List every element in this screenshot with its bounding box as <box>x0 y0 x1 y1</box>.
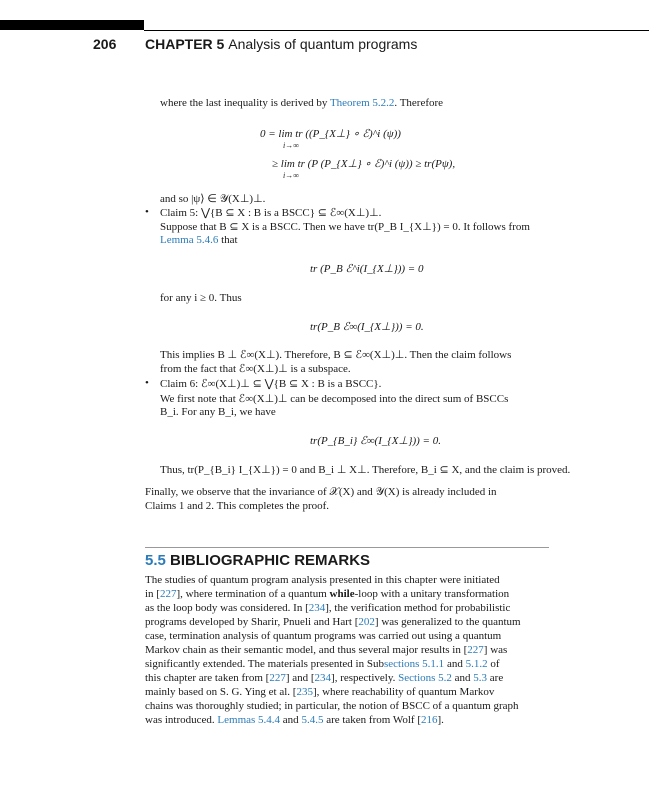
lemma-link[interactable]: 5.4.5 <box>301 714 324 726</box>
remarks-line-5: case, termination analysis of quantum programs was carried out using a quantum <box>145 630 502 642</box>
bullet-claim-6: • <box>145 377 149 389</box>
equation-limit-1: 0 = lim tr ((P_{X⊥} ∘ ℰ)^i (ψ)) <box>260 128 401 140</box>
chapter-heading <box>145 36 417 52</box>
claim-6-equation: tr(P_{B_i} ℰ∞(I_{X⊥})) = 0. <box>310 435 441 447</box>
claim-6-para-1b: B_i. For any B_i, we have <box>160 406 276 418</box>
remarks-line-7: significantly extended. The materials presented in Subsections 5.1.1 and 5.1.2 of <box>145 658 500 670</box>
finally-line-2: Claims 1 and 2. This completes the proof. <box>145 500 330 512</box>
ref-link[interactable]: 235 <box>296 686 313 698</box>
remarks-line-9: mainly based on S. G. Ying et al. [235], where reachability of quantum Markov <box>145 686 495 698</box>
equation-limit-2-sub: i→∞ <box>283 171 299 180</box>
claim-5-para-1b <box>160 234 238 246</box>
running-header <box>0 36 649 56</box>
while-keyword: while <box>329 588 355 600</box>
section-link[interactable]: 5.1.2 <box>465 658 488 670</box>
chapter-title: Analysis of quantum programs <box>228 36 418 52</box>
claim-5-para-2a: This implies B ⊥ ℰ∞(X⊥). Therefore, B ⊆ ℰ∞(X⊥)⊥. Then the claim follows <box>160 349 512 361</box>
claim-5-equation-2: tr(P_B ℰ∞(I_{X⊥})) = 0. <box>310 321 424 333</box>
remarks-line-10: chains was thoroughly studied; in particular, the notion of BSCC of a quantum graph <box>145 700 519 712</box>
remarks-line-2: in [227], where termination of a quantum while-loop with a unitary transformation <box>145 588 510 600</box>
ref-link[interactable]: 227 <box>159 588 177 600</box>
section-link[interactable]: Sections 5.2 <box>398 672 452 684</box>
claim-5-para-2b: from the fact that ℰ∞(X⊥)⊥ is a subspace. <box>160 363 351 375</box>
lemma-link[interactable]: Lemma 5.4.6 <box>160 234 219 246</box>
header-bar <box>0 20 144 30</box>
ref-link[interactable]: 202 <box>358 616 375 628</box>
remarks-line-4: programs developed by Sharir, Pnueli and Hart [202] was generalized to the quantum <box>145 616 521 628</box>
bullet-claim-5: • <box>145 206 149 218</box>
claim-6-para-2: Thus, tr(P_{B_i} I_{X⊥}) = 0 and B_i ⊥ X⊥. Therefore, B_i ⊆ X, and the claim is proved. <box>160 464 571 476</box>
claim-5-that: that <box>218 234 238 246</box>
ref-link[interactable]: 234 <box>314 672 332 684</box>
claim-5-equation-1: tr (P_B ℰ^i(I_{X⊥})) = 0 <box>310 263 424 275</box>
claim-6-para-1a: We first note that ℰ∞(X⊥)⊥ can be decomposed into the direct sum of BSCCs <box>160 393 509 405</box>
ref-link[interactable]: 234 <box>308 602 326 614</box>
proof-intro-post: . Therefore <box>394 97 444 109</box>
ref-link[interactable]: 227 <box>269 672 286 684</box>
remarks-line-11: was introduced. Lemmas 5.4.4 and 5.4.5 are taken from Wolf [216]. <box>145 714 444 726</box>
section-title: BIBLIOGRAPHIC REMARKS <box>170 552 371 569</box>
theorem-link[interactable]: Theorem 5.2.2 <box>329 97 395 109</box>
remarks-line-1: The studies of quantum program analysis presented in this chapter were initiated <box>145 574 500 586</box>
claim-6-title: Claim 6: ℰ∞(X⊥)⊥ ⊆ ⋁{B ⊆ X : B is a BSCC}. <box>160 378 382 390</box>
ref-link[interactable]: 216 <box>421 714 438 726</box>
claim-5-title: Claim 5: ⋁{B ⊆ X : B is a BSCC} ⊆ ℰ∞(X⊥)⊥. <box>160 207 382 219</box>
equation-limit-2: ≥ lim tr (P (P_{X⊥} ∘ ℰ)^i (ψ)) ≥ tr(Pψ), <box>272 158 456 170</box>
section-link[interactable]: 5.3 <box>473 672 488 684</box>
remarks-line-8: this chapter are taken from [227] and [234], respectively. Sections 5.2 and 5.3 are <box>145 672 504 684</box>
equation-limit-1-sub: i→∞ <box>283 141 299 150</box>
remarks-line-6: Markov chain as their semantic model, and thus several major results in [227] was <box>145 644 508 656</box>
claim-5-for-any: for any i ≥ 0. Thus <box>160 292 242 304</box>
section-number: 5.5 <box>145 552 166 569</box>
remarks-line-3: as the loop body was considered. In [234], the verification method for probabilistic <box>145 602 511 614</box>
section-link[interactable]: sections 5.1.1 <box>383 658 445 670</box>
chapter-label: CHAPTER 5 <box>145 36 225 52</box>
lemma-link[interactable]: Lemmas 5.4.4 <box>217 714 281 726</box>
header-rule <box>144 30 649 31</box>
and-so-line: and so |ψ⟩ ∈ 𝒴(X⊥)⊥. <box>160 193 266 205</box>
ref-link[interactable]: 227 <box>467 644 484 656</box>
proof-intro-text: where the last inequality is derived by <box>160 97 330 109</box>
section-heading <box>145 552 370 569</box>
page-number: 206 <box>93 36 117 52</box>
finally-line-1: Finally, we observe that the invariance of 𝒳(X) and 𝒴(X) is already included in <box>145 486 497 498</box>
claim-5-para-1a: Suppose that B ⊆ X is a BSCC. Then we have tr(P_B I_{X⊥}) = 0. It follows from <box>160 221 530 233</box>
proof-intro <box>160 97 443 109</box>
section-divider <box>145 547 549 548</box>
